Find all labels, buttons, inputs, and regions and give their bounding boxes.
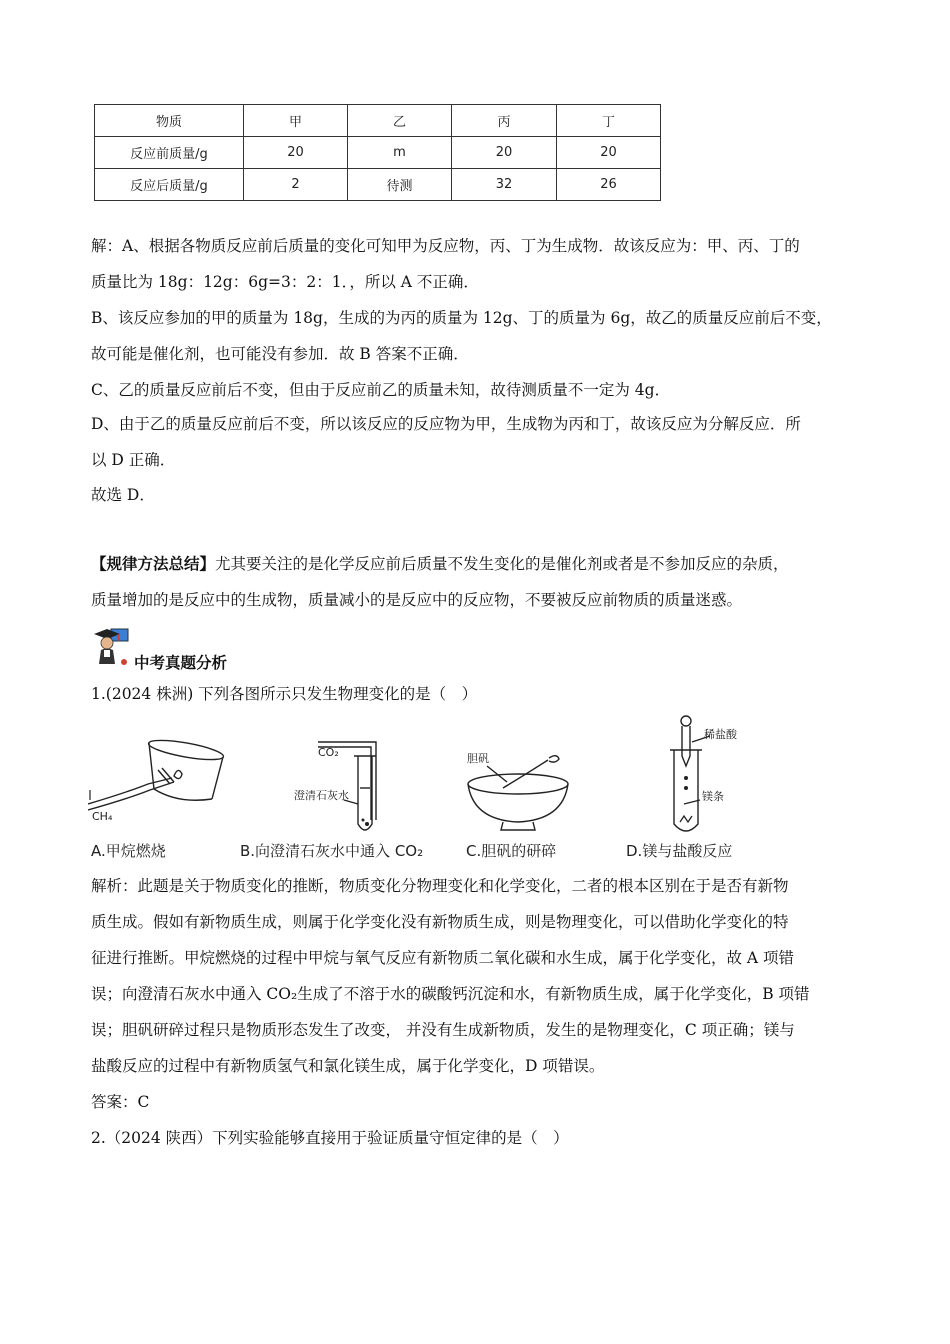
table-cell: m: [348, 137, 452, 169]
table-header-cell: 乙: [348, 105, 452, 137]
solution-d-line1: D、由于乙的质量反应前后不变，所以该反应的反应物为甲，生成物为丙和丁，故该反应为分解反应．所: [91, 415, 801, 433]
q1-answer: 答案：C: [91, 1093, 150, 1111]
table-header-cell: 物质: [95, 105, 244, 137]
figure-alum-grinding: [463, 748, 583, 838]
q1-stem: 1.(2024 株洲) 下列各图所示只发生物理变化的是（ ）: [91, 685, 478, 703]
section-title: 中考真题分析: [134, 653, 228, 672]
analysis-line: 解析：此题是关于物质变化的推断，物质变化分物理变化和化学变化，二者的根本区别在于是否有新物: [91, 877, 789, 895]
summary-text1: 尤其要关注的是化学反应前后质量不发生变化的是催化剂或者是不参加反应的杂质，: [215, 555, 789, 573]
summary-line1: [91, 554, 789, 574]
figure-methane-burning: [88, 732, 238, 838]
figure-mg-hcl: [660, 714, 770, 838]
solution-a-line2: 质量比为 18g：12g：6g=3：2：1．，所以 A 不正确．: [91, 273, 479, 291]
analysis-line: 误；向澄清石灰水中通入 CO₂生成了不溶于水的碳酸钙沉淀和水，有新物质生成，属于化学变化，B 项错: [91, 985, 810, 1003]
label-ch4: CH₄: [92, 810, 113, 823]
option-b: B.向澄清石灰水中通入 CO₂: [240, 842, 424, 860]
label-limewater: 澄清石灰水: [294, 789, 349, 802]
table-cell: 26: [557, 169, 661, 201]
summary-line2: 质量增加的是反应中的生成物，质量减小的是反应中的反应物，不要被反应前物质的质量迷惑。: [91, 591, 743, 609]
label-mg: 镁条: [702, 790, 724, 803]
summary-label: 【规律方法总结】: [91, 554, 216, 573]
mass-table: [94, 104, 661, 201]
label-co2: CO₂: [318, 746, 339, 759]
table-header-cell: 丙: [452, 105, 557, 137]
table-cell: 反应后质量/g: [95, 169, 244, 201]
figure-co2-limewater: [284, 738, 394, 838]
analysis-line: 盐酸反应的过程中有新物质氢气和氯化镁生成，属于化学变化，D 项错误。: [91, 1057, 605, 1075]
solution-b-line2: 故可能是催化剂，也可能没有参加．故 B 答案不正确．: [91, 345, 469, 363]
table-cell: 待测: [348, 169, 452, 201]
analysis-line: 质生成。假如有新物质生成，则属于化学变化没有新物质生成，则是物理变化，可以借助化学变化的特: [91, 913, 789, 931]
table-cell: 20: [452, 137, 557, 169]
table-row: [95, 137, 661, 169]
table-cell: 20: [557, 137, 661, 169]
table-cell: 20: [244, 137, 348, 169]
q2-stem: 2.（2024 陕西）下列实验能够直接用于验证质量守恒定律的是（ ）: [91, 1129, 569, 1147]
teacher-mascot-icon: [90, 626, 130, 666]
solution-c-line: C、乙的质量反应前后不变，但由于反应前乙的质量未知，故待测质量不一定为 4g．: [91, 381, 671, 399]
option-c: C.胆矾的研碎: [466, 842, 557, 860]
table-row: [95, 169, 661, 201]
solution-d-line2: 以 D 正确．: [91, 451, 176, 469]
solution-choice: 故选 D．: [91, 486, 155, 504]
analysis-line: 误；胆矾研碎过程只是物质形态发生了改变， 并没有生成新物质，发生的是物理变化，C 项正确；镁与: [91, 1021, 795, 1039]
table-cell: 反应前质量/g: [95, 137, 244, 169]
option-d: D.镁与盐酸反应: [626, 842, 733, 860]
solution-a-line1: 解：A、根据各物质反应前后质量的变化可知甲为反应物，丙、丁为生成物．故该反应为：甲、丙、丁的: [91, 237, 800, 255]
label-hcl: 稀盐酸: [704, 728, 737, 741]
option-a: A.甲烷燃烧: [91, 842, 166, 860]
table-cell: 2: [244, 169, 348, 201]
table-cell: 32: [452, 169, 557, 201]
analysis-line: 征进行推断。甲烷燃烧的过程中甲烷与氧气反应有新物质二氧化碳和水生成，属于化学变化，故 A 项错: [91, 949, 795, 967]
table-header-cell: 甲: [244, 105, 348, 137]
table-header-row: [95, 105, 661, 137]
solution-b-line1: B、该反应参加的甲的质量为 18g，生成的为丙的质量为 12g、丁的质量为 6g，故乙的质量反应前后不变，: [91, 309, 832, 327]
table-header-cell: 丁: [557, 105, 661, 137]
label-alum: 胆矾: [467, 752, 489, 765]
